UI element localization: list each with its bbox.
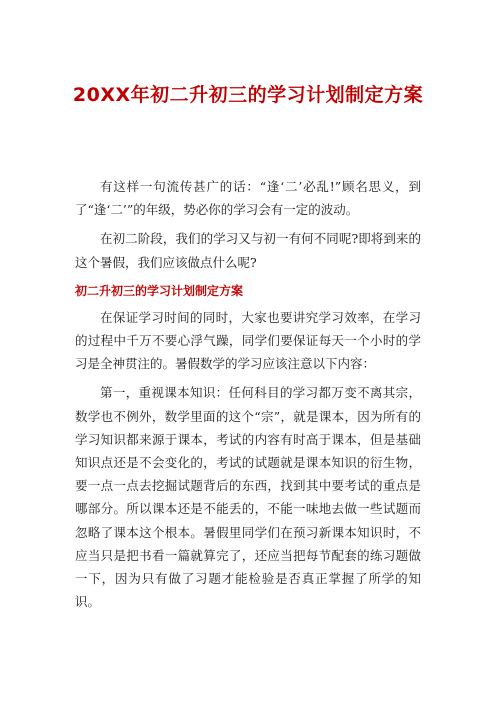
section-paragraph-2: 第一，重视课本知识：任何科目的学习都万变不离其宗，数学也不例外，数学里面的这个“宗”，就是课本，因为所有的学习知识都来源于课本，考试的内容有时高于课本，但是基础知识点还是不会变化的，考试的试题就是课本知识的衍生物，要一点一点去挖掘试题背后的东西，找到其中要考试的重点是哪部分。所以课本还是不能丢的，不能一味地去做一些试题而忽略了课本这个根本。暑假里同学们在预习新课本知识时，不应当只是把书看一篇就算完了，还应当把每节配套的练习题做一下，因为只有做了习题才能检验是否真正掌握了所学的知识。 — [75, 385, 421, 610]
intro-paragraph-2: 在初二阶段，我们的学习又与初一有何不同呢?即将到来的这个暑假，我们应该做点什么呢? — [75, 231, 421, 270]
document-body — [75, 175, 421, 619]
section-paragraph-1: 在保证学习时间的同时，大家也要讲究学习效率，在学习的过程中千万不要心浮气躁，同学们要保证每天一个小时的学习是全神贯注的。暑假数学的学习应该注意以下内容： — [75, 309, 421, 372]
section-heading: 初二升初三的学习计划制定方案 — [75, 283, 244, 298]
intro-paragraph-1: 有这样一句流传甚广的话：“逢‘二’必乱!”顾名思义，到了“逢‘二’”的年级，势必你的学习会有一定的波动。 — [75, 179, 421, 218]
document-title: 20XX年初二升初三的学习计划制定方案 — [72, 84, 424, 106]
